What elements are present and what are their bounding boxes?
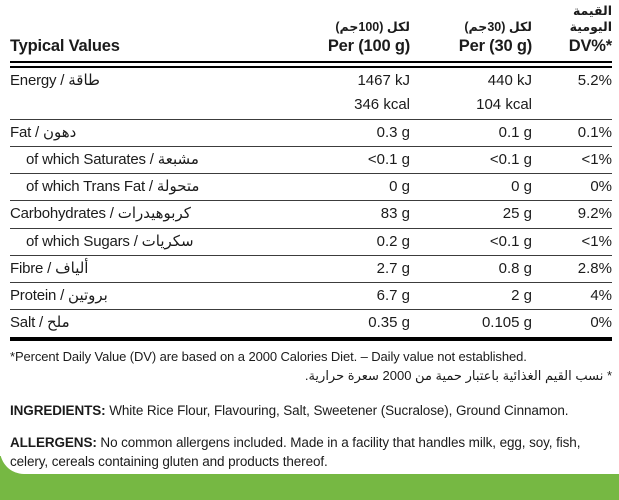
value-per-100g-primary: 0 g: [389, 178, 410, 196]
value-per-100g-primary: 0.3 g: [376, 123, 410, 141]
value-per-100g: [292, 146, 410, 173]
value-per-30g: [410, 255, 532, 282]
nutrient-label: Fat / دهون: [10, 119, 292, 146]
column-header-daily-value: [532, 3, 612, 65]
value-per-100g: [292, 174, 410, 201]
nutrient-label: of which Sugars / سكريات: [10, 228, 292, 255]
value-per-30g-primary: <0.1 g: [489, 150, 532, 168]
ingredients-section: [10, 403, 612, 418]
ingredients-label: INGREDIENTS:: [10, 402, 106, 418]
value-per-30g: [410, 283, 532, 310]
column-header-per-100g-arabic: لكل (100جم): [335, 19, 410, 34]
nutrient-label: Energy / طاقة: [10, 72, 100, 90]
table-title: Typical Values: [10, 37, 120, 56]
daily-value-percent: [532, 65, 612, 120]
footnote-arabic: * نسب القيم الغذائية باعتبار حمية من 2000 سعرة حرارية.: [304, 367, 612, 383]
nutrient-row: [10, 255, 612, 282]
value-per-100g-primary: 6.7 g: [376, 287, 410, 305]
value-per-100g: [292, 310, 410, 339]
nutrient-label: Protein / بروتين: [10, 283, 292, 310]
nutrient-row: [10, 310, 612, 339]
daily-value-primary: 0%: [590, 178, 612, 196]
column-header-per-100g: [292, 3, 410, 65]
column-header-daily-value-arabic: القيمة اليومية: [569, 4, 612, 34]
value-per-100g-secondary: 346 kcal: [354, 96, 410, 114]
value-per-100g-primary: 1467 kJ: [357, 72, 410, 90]
daily-value-percent: [532, 283, 612, 310]
ingredients-text: White Rice Flour, Flavouring, Salt, Sweetener (Sucralose), Ground Cinnamon.: [105, 402, 569, 418]
allergens-text: No common allergens included. Made in a facility that handles milk, egg, soy, fish, celery, cereals containing gluten and products thereof.: [10, 434, 581, 469]
nutrition-table: [10, 3, 612, 341]
value-per-100g: [292, 228, 410, 255]
value-per-100g-primary: 0.35 g: [368, 314, 410, 332]
column-header-typical-values: [10, 3, 292, 65]
value-per-30g-primary: 0.8 g: [498, 259, 532, 277]
value-per-30g-secondary: 104 kcal: [476, 96, 532, 114]
daily-value-percent: [532, 119, 612, 146]
value-per-100g: [292, 201, 410, 228]
daily-value-percent: [532, 174, 612, 201]
value-per-30g-primary: 0.1 g: [498, 123, 532, 141]
nutrient-row: [10, 65, 612, 120]
nutrient-label: Salt / ملح: [10, 310, 292, 339]
column-header-per-30g: [410, 3, 532, 65]
daily-value-percent: [532, 146, 612, 173]
nutrient-row: [10, 146, 612, 173]
value-per-30g-primary: 2 g: [511, 287, 532, 305]
daily-value-primary: 4%: [590, 287, 612, 305]
daily-value-primary: 5.2%: [577, 72, 612, 90]
value-per-100g: [292, 119, 410, 146]
allergens-section: [10, 433, 600, 471]
daily-value-primary: <1%: [581, 150, 612, 168]
allergens-label: ALLERGENS:: [10, 434, 97, 450]
value-per-30g-primary: <0.1 g: [489, 232, 532, 250]
daily-value-primary: 2.8%: [577, 259, 612, 277]
nutrient-label: Fibre / ألياف: [10, 255, 292, 282]
column-header-daily-value-english: DV%*: [568, 37, 612, 56]
value-per-30g-primary: 0.105 g: [481, 314, 532, 332]
nutrient-label: of which Trans Fat / متحولة: [10, 174, 292, 201]
daily-value-primary: 9.2%: [577, 205, 612, 223]
footnote-english: *Percent Daily Value (DV) are based on a 2000 Calories Diet. – Daily value not established.: [10, 348, 527, 364]
value-per-30g: [410, 201, 532, 228]
daily-value-percent: [532, 228, 612, 255]
nutrient-label: of which Saturates / مشبعة: [10, 146, 292, 173]
value-per-100g-primary: 0.2 g: [376, 232, 410, 250]
daily-value-primary: <1%: [581, 232, 612, 250]
column-header-per-100g-english: Per (100 g): [327, 37, 410, 56]
nutrient-row: [10, 201, 612, 228]
nutrient-label: Carbohydrates / كربوهيدرات: [10, 201, 292, 228]
value-per-30g-primary: 0 g: [511, 178, 532, 196]
daily-value-percent: [532, 310, 612, 339]
daily-value-primary: 0%: [590, 314, 612, 332]
value-per-30g: [410, 310, 532, 339]
daily-value-percent: [532, 255, 612, 282]
value-per-100g: [292, 283, 410, 310]
value-per-100g: [292, 65, 410, 120]
value-per-100g-primary: 2.7 g: [376, 259, 410, 277]
nutrient-row: [10, 174, 612, 201]
value-per-100g-primary: <0.1 g: [367, 150, 410, 168]
nutrient-row: [10, 283, 612, 310]
column-header-per-30g-english: Per (30 g): [458, 37, 532, 56]
daily-value-primary: 0.1%: [577, 123, 612, 141]
nutrient-row: [10, 119, 612, 146]
table-header-row: [10, 3, 612, 65]
value-per-100g-primary: 83 g: [380, 205, 410, 223]
value-per-30g-primary: 440 kJ: [487, 72, 532, 90]
value-per-30g: [410, 65, 532, 120]
value-per-30g-primary: 25 g: [502, 205, 532, 223]
value-per-100g: [292, 255, 410, 282]
value-per-30g: [410, 228, 532, 255]
value-per-30g: [410, 146, 532, 173]
value-per-30g: [410, 174, 532, 201]
value-per-30g: [410, 119, 532, 146]
daily-value-percent: [532, 201, 612, 228]
column-header-per-30g-arabic: لكل (30جم): [464, 19, 532, 34]
nutrient-row: [10, 228, 612, 255]
